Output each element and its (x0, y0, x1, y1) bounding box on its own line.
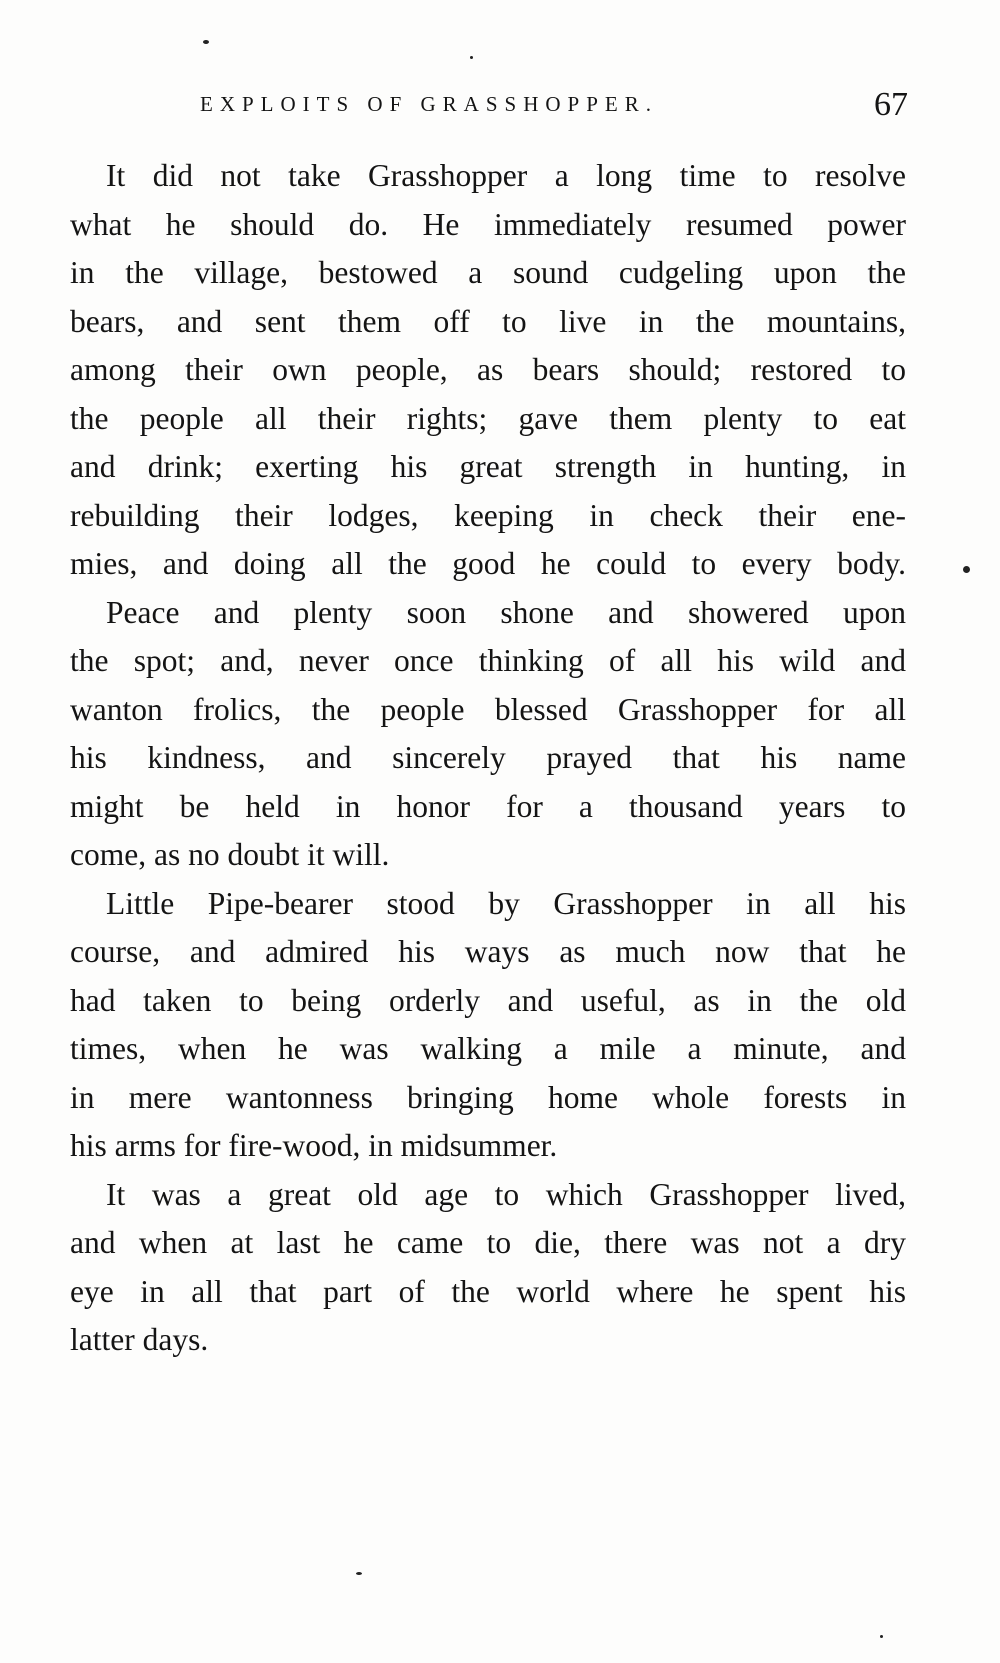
text-line: and when at last he came to die, there was not a dry (70, 1225, 906, 1260)
text-line: times, when he was walking a mile a minute, and (70, 1031, 906, 1066)
text-line: in the village, bestowed a sound cudgeling upon the (70, 255, 906, 290)
text-line: bears, and sent them off to live in the mountains, (70, 303, 906, 339)
text-line: latter days. (70, 1322, 209, 1357)
scan-speck (470, 56, 473, 59)
text-line: Little Pipe-bearer stood by Grasshopper in all his (106, 885, 906, 921)
text-line: the people all their rights; gave them plenty to eat (70, 400, 906, 436)
text-line: his kindness, and sincerely prayed that his name (70, 740, 906, 775)
paragraph (70, 880, 906, 1171)
text-line: might be held in honor for a thousand years to (70, 788, 906, 824)
scan-speck (356, 1572, 362, 1575)
running-head: EXPLOITS OF GRASSHOPPER. (200, 92, 658, 116)
paragraph (70, 152, 906, 589)
page-header (70, 86, 908, 126)
text-line: mies, and doing all the good he could to every body. (70, 546, 906, 581)
scan-speck (203, 40, 209, 44)
scan-speck (963, 566, 970, 573)
text-line: the spot; and, never once thinking of all his wild and (70, 643, 906, 678)
page-number: 67 (874, 86, 908, 123)
text-line: had taken to being orderly and useful, as in the old (70, 982, 906, 1018)
scan-speck (880, 1635, 883, 1638)
text-line: rebuilding their lodges, keeping in check their ene- (70, 497, 906, 533)
text-line: and drink; exerting his great strength in hunting, in (70, 449, 906, 484)
text-line: what he should do. He immediately resumed power (70, 206, 906, 242)
text-line: wanton frolics, the people blessed Grasshopper for all (70, 691, 906, 727)
text-line: It was a great old age to which Grasshopper lived, (106, 1176, 906, 1212)
text-line: in mere wantonness bringing home whole forests in (70, 1079, 906, 1115)
text-line: Peace and plenty soon shone and showered upon (106, 594, 906, 630)
text-line: It did not take Grasshopper a long time to resolve (106, 158, 906, 193)
text-line: course, and admired his ways as much now that he (70, 934, 906, 969)
text-line: his arms for fire-wood, in midsummer. (70, 1128, 558, 1163)
text-line: eye in all that part of the world where he spent his (70, 1273, 906, 1309)
paragraph (70, 1171, 906, 1365)
body-text (70, 152, 906, 1365)
paragraph (70, 589, 906, 880)
text-line: come, as no doubt it will. (70, 837, 390, 872)
text-line: among their own people, as bears should; restored to (70, 352, 906, 387)
